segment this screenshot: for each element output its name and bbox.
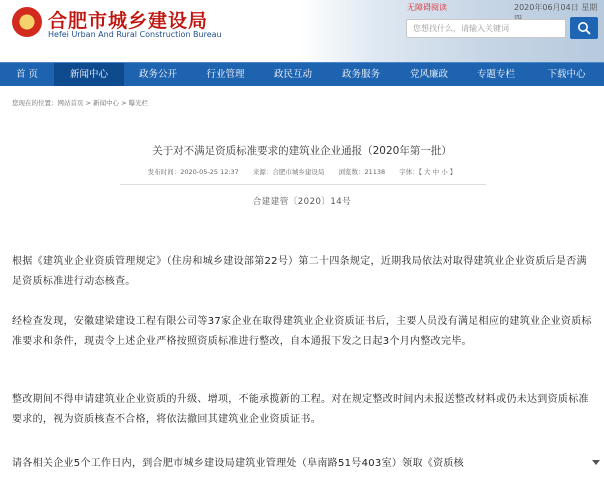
view-count: 浏览数：21138 bbox=[338, 168, 386, 176]
nav-item-news-center[interactable]: 新闻中心 bbox=[54, 63, 124, 86]
article-paragraph: 根据《建筑业企业资质管理规定》（住房和城乡建设部第22号）第二十四条规定，近期我局依法对取得建筑业企业资质后是否满足资质标准进行动态核查。 bbox=[12, 256, 587, 287]
main-nav bbox=[0, 62, 604, 86]
nav-item-download-center[interactable]: 下载中心 bbox=[547, 69, 586, 80]
nav-item-gov-services[interactable]: 政务服务 bbox=[341, 69, 380, 80]
publish-time: 发布时间：2020-05-25 12:37 bbox=[147, 168, 239, 176]
article-meta bbox=[0, 167, 604, 176]
nav-item-industry-management[interactable]: 行业管理 bbox=[206, 69, 245, 80]
document-number: 合建建管〔2020〕14号 bbox=[252, 197, 352, 207]
breadcrumb[interactable]: 您现在的位置：网站首页 > 新闻中心 > 曝光栏 bbox=[12, 99, 149, 107]
nav-item-special-topics[interactable]: 专题专栏 bbox=[476, 69, 515, 80]
article-paragraph: 整改期间不得申请建筑业企业资质的升级、增项，不能承揽新的工程。对在规定整改时间内未报送整改材料或仍未达到资质标准要求的，视为资质核查不合格，将依法撤回其建筑业企业资质证书。 bbox=[12, 394, 589, 425]
font-size-selector[interactable]: 字体：【 大 中 小 】 bbox=[399, 168, 457, 176]
emblem-icon bbox=[12, 7, 42, 37]
article-paragraph: 请各相关企业5个工作日内，到合肥市城乡建设局建筑业管理处（阜南路51号403室）领取《资质核 bbox=[12, 458, 464, 469]
search-button[interactable] bbox=[570, 17, 598, 39]
site-title[interactable]: 合肥市城乡建设局 bbox=[48, 10, 209, 32]
search-icon bbox=[577, 21, 591, 35]
search-input[interactable]: 您想找什么，请输入关键词 bbox=[406, 19, 566, 38]
current-date: 2020年06月04日 星期 bbox=[514, 3, 598, 12]
site-subtitle: Hefei Urban And Rural Construction Bureau bbox=[48, 30, 222, 39]
article-title: 关于对不满足资质标准要求的建筑业企业通报（2020年第一批） bbox=[152, 145, 452, 157]
nav-item-public-interaction[interactable]: 政民互动 bbox=[273, 69, 312, 80]
site-header bbox=[0, 0, 604, 62]
nav-item-home[interactable]: 首 页 bbox=[15, 69, 39, 80]
scroll-down-icon[interactable] bbox=[592, 460, 600, 465]
nav-item-party-integrity[interactable]: 党风廉政 bbox=[409, 69, 448, 80]
nav-item-gov-affairs-public[interactable]: 政务公开 bbox=[138, 69, 177, 80]
article-source: 来源：合肥市城乡建设局 bbox=[252, 168, 325, 176]
meta-divider bbox=[120, 184, 486, 185]
article-paragraph: 经检查发现，安徽建梁建设工程有限公司等37家企业在取得建筑业企业资质证书后，主要人员没有满足相应的建筑业企业资质标准要求和条件，现责令上述企业严格按照资质标准进行整改，自本通报下发之日起3个月内整改完毕。 bbox=[12, 316, 592, 347]
accessible-reading-link[interactable]: 无障碍阅读 bbox=[407, 3, 447, 12]
